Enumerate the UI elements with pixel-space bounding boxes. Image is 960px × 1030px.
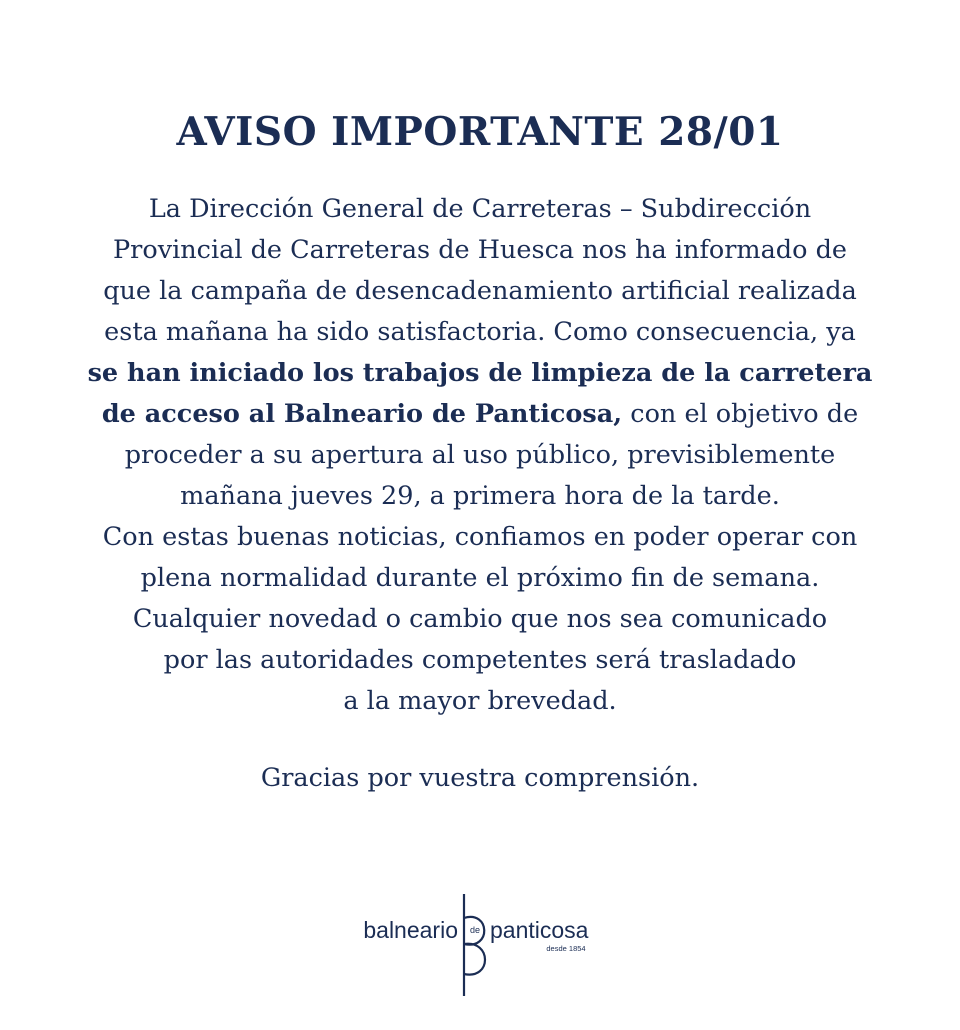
body-line: Provincial de Carreteras de Huesca nos ha informado de [113,235,847,265]
body-line-highlight: se han iniciado los trabajos de limpieza de la carretera [87,358,873,388]
body-line: La Dirección General de Carreteras – Subdirección [148,194,812,224]
balneario-logo [340,888,620,1000]
logo-center-word: de [469,925,481,935]
thanks-message: Gracias por vuestra comprensión. [260,763,700,793]
body-line-highlight: de acceso al Balneario de Panticosa, con el objetivo de [101,399,859,429]
notice-body [60,189,900,722]
body-line: que la campaña de desencadenamiento artificial realizada [103,276,857,306]
logo-left-word: balneario [363,917,458,943]
body-line: Con estas buenas noticias, confiamos en poder operar con [102,522,858,552]
body-line: plena normalidad durante el próximo fin de semana. [140,563,820,593]
notice-title: AVISO IMPORTANTE 28/01 [176,109,784,155]
logo-tagline: desde 1854 [546,944,586,953]
body-line: esta mañana ha sido satisfactoria. Como consecuencia, ya [104,317,856,347]
body-line: Cualquier novedad o cambio que nos sea comunicado [132,604,828,634]
body-line: proceder a su apertura al uso público, previsiblemente [124,440,836,470]
body-line: mañana jueves 29, a primera hora de la tarde. [180,481,780,511]
logo-right-word: panticosa [490,917,589,943]
logo-lower-bowl [464,944,485,975]
balneario-logo-mark [340,888,620,1000]
body-line: por las autoridades competentes será trasladado [163,645,797,675]
body-line: a la mayor brevedad. [343,686,617,716]
